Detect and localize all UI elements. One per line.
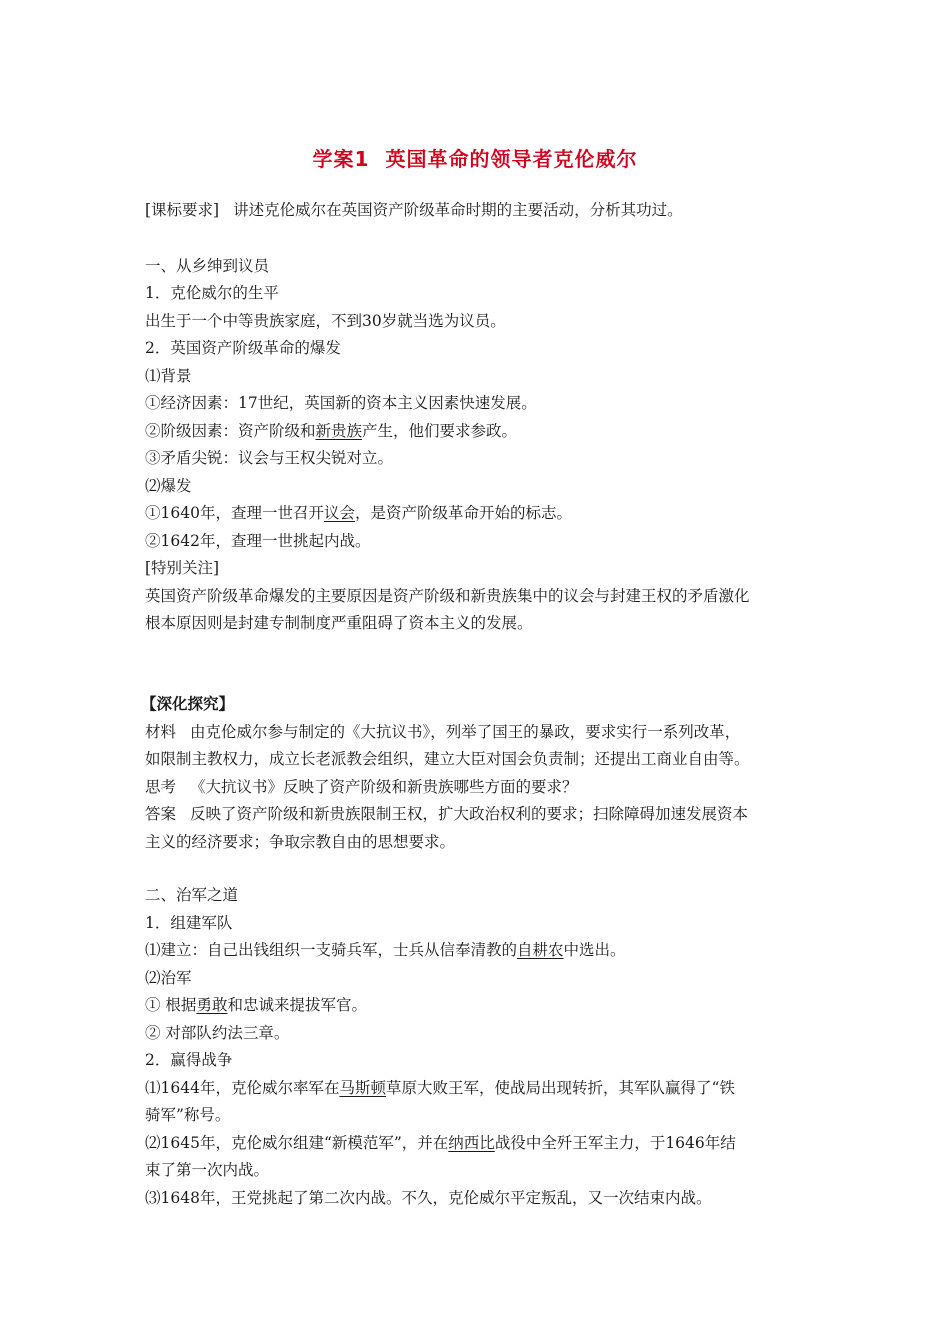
gov1-underlined: 勇敢 [196,996,228,1014]
special-note-line-2: 根本原因则是封建专制制度严重阻碍了资本主义的发展。 [145,614,533,632]
page-title [0,143,950,172]
build-underlined: 自耕农 [517,941,564,959]
outbreak-title: ⑵爆发 [145,477,192,495]
w1-post: 草原大败王军，使战局出现转折，其军队赢得了“铁 [385,1079,735,1097]
background-item-1: ①经济因素：17世纪，英国新的资本主义因素快速发展。 [145,394,537,412]
section1-sub1-title: 1．克伦威尔的生平 [145,284,279,302]
answer-line-1 [145,804,825,824]
build-post: 中选出。 [563,941,626,959]
requirement-line [145,200,825,220]
answer-line-2: 主义的经济要求；争取宗教自由的思想要求。 [145,833,456,851]
govern-item-1 [145,995,825,1015]
outbreak-item-2: ②1642年，查理一世挑起内战。 [145,532,371,550]
w1-underlined: 马斯顿 [339,1079,386,1097]
material-line-2: 如限制主教权力，成立长老派教会组织，建立大臣对国会负责制；还提出工商业自由等。 [145,750,750,768]
section2-sub1-title: 1．组建军队 [145,914,233,932]
war-item-1-cont: 骑军”称号。 [145,1106,231,1124]
war-item-2-cont: 束了第一次内战。 [145,1161,270,1179]
requirement-text: 讲述克伦威尔在英国资产阶级革命时期的主要活动，分析其功过。 [233,201,683,219]
war-item-1 [145,1078,825,1098]
answer-text-1: 反映了资产阶级和新贵族限制王权，扩大政治权利的要求；扫除障碍加速发展资本 [190,805,749,823]
war-item-3: ⑶1648年，王党挑起了第二次内战。不久，克伦威尔平定叛乱，又一次结束内战。 [145,1189,712,1207]
requirement-tag: [课标要求] [145,201,220,219]
special-note-line-1: 英国资产阶级革命爆发的主要原因是资产阶级和新贵族集中的议会与封建王权的矛盾激化 [145,587,750,605]
think-text: 《大抗议书》反映了资产阶级和新贵族哪些方面的要求？ [190,778,578,796]
explore-heading: 【深化探究】 [141,694,235,713]
govern-item-2: ② 对部队约法三章。 [145,1024,290,1042]
section2-sub2-title: 2．赢得战争 [145,1051,233,1069]
section1-sub2-title: 2．英国资产阶级革命的爆发 [145,339,341,357]
material-tag: 材料 [145,723,177,741]
think-tag: 思考 [145,778,177,796]
w2-underlined: 纳西比 [448,1134,495,1152]
out1-post: ，是资产阶级革命开始的标志。 [354,504,572,522]
w2-post: 战役中全歼王军主力，于1646年结 [494,1134,736,1152]
gov1-post: 和忠诚来提拔军官。 [227,996,367,1014]
title-text: 英国革命的领导者克伦威尔 [385,147,638,171]
background-item-2 [145,421,825,441]
out1-pre: ①1640年，查理一世召开 [145,504,324,522]
section1-heading: 一、从乡绅到议员 [145,257,270,275]
out1-underlined: 议会 [323,504,355,522]
build-pre: ⑴建立：自己出钱组织一支骑兵军，士兵从信奉清教的 [145,941,518,959]
govern-title: ⑵治军 [145,969,192,987]
background-item-3: ③矛盾尖锐：议会与王权尖锐对立。 [145,449,394,467]
w1-pre: ⑴1644年，克伦威尔率军在 [145,1079,340,1097]
bg2-pre: ②阶级因素：资产阶级和 [145,422,316,440]
gov1-pre: ① 根据 [145,996,197,1014]
special-note-title: [特别关注] [145,559,220,577]
answer-tag: 答案 [145,805,177,823]
w2-pre: ⑵1645年，克伦威尔组建“新模范军”，并在 [145,1134,449,1152]
title-label: 学案1 [312,147,370,171]
think-line [145,777,825,797]
outbreak-item-1 [145,503,825,523]
material-text-1: 由克伦威尔参与制定的《大抗议书》，列举了国王的暴政，要求实行一系列改革， [190,723,741,741]
build-line [145,940,825,960]
bg2-underlined: 新贵族 [315,422,363,440]
section2-heading: 二、治军之道 [145,886,239,904]
bg2-post: 产生，他们要求参政。 [362,422,518,440]
section1-sub1-text: 出生于一个中等贵族家庭，不到30岁就当选为议员。 [145,312,506,330]
material-line-1 [145,722,825,742]
background-title: ⑴背景 [145,367,192,385]
war-item-2 [145,1133,825,1153]
